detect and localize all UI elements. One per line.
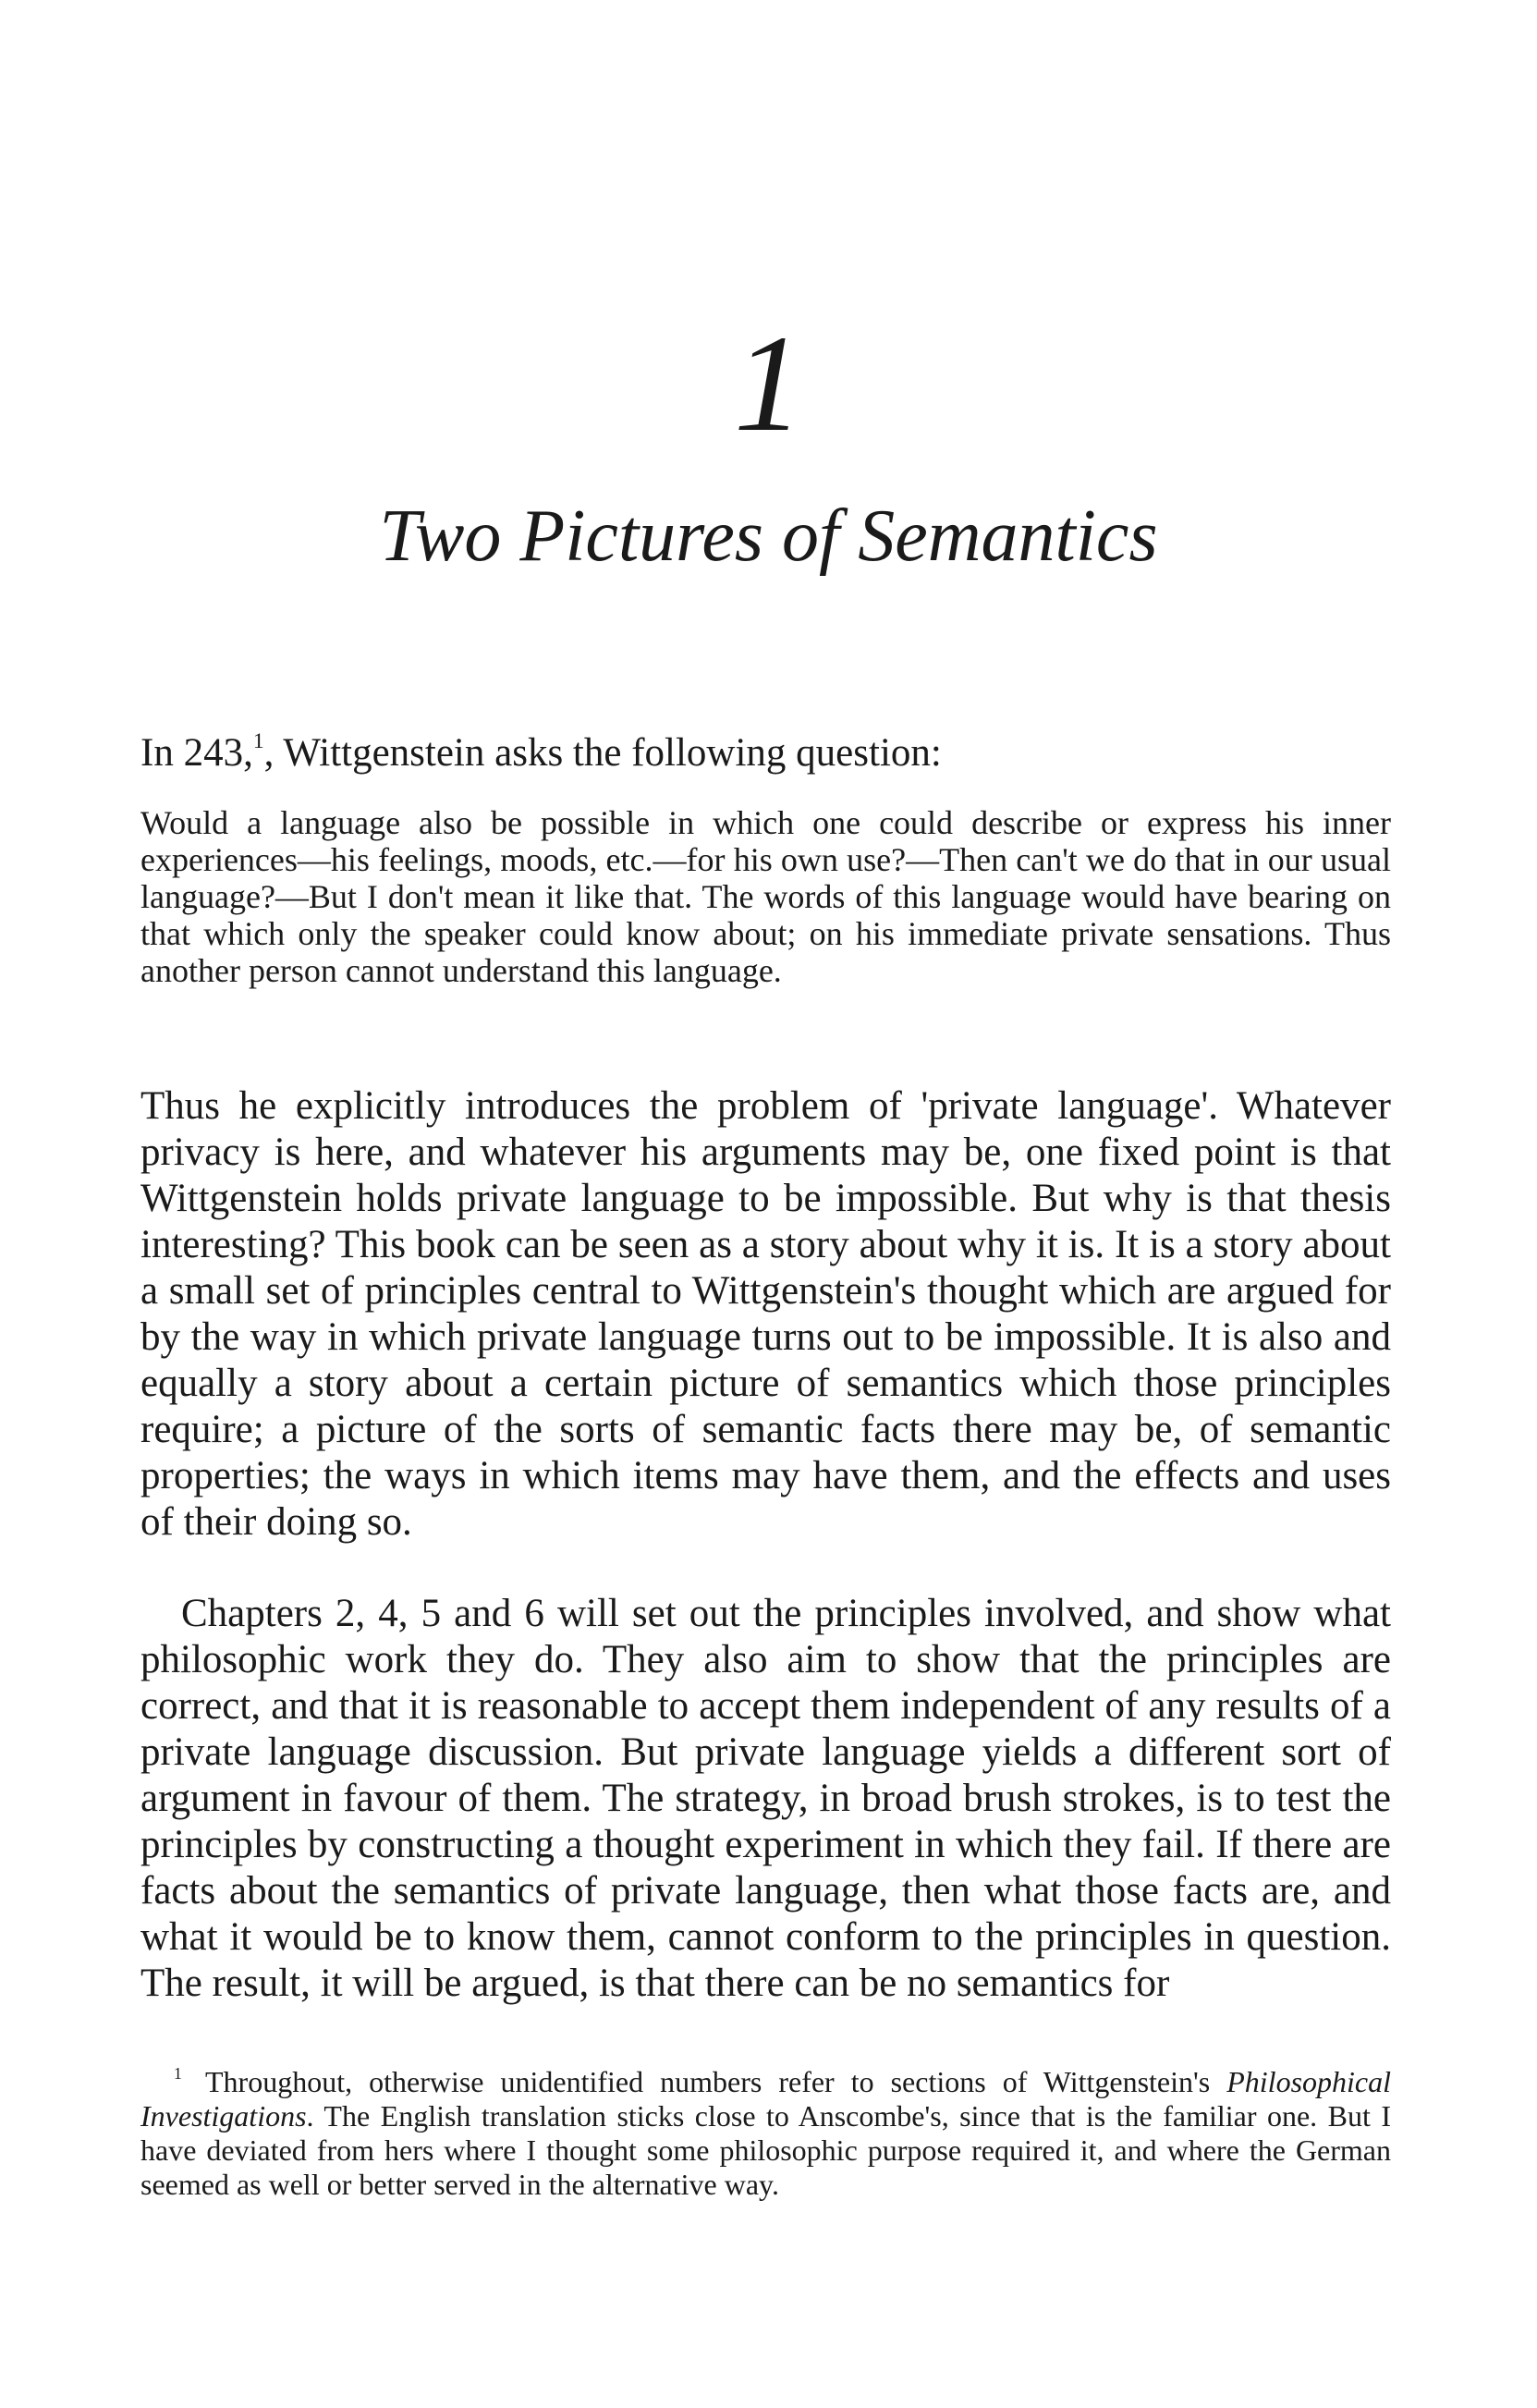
footnote-text-after: . The English translation sticks close to Anscombe's, since that is the familiar one. But I have deviated from hers where I thought some philosophic purpose required it, and where the German seemed as well or better served in the alternative way. [140,2099,1391,2201]
footnote-reference: 1 [252,729,264,754]
chapter-number: 1 [734,307,803,460]
chapter-title: Two Pictures of Semantics [379,495,1158,577]
intro-text-after: , Wittgenstein asks the following question: [263,731,942,775]
intro-line [140,730,1391,776]
body-paragraph: Thus he explicitly introduces the problem of 'private language'. Whatever privacy is here, and whatever his arguments may be, one fixed point is that Wittgenstein holds private language to be impossible. But why is that thesis interesting? This book can be seen as a story about why it is. It is a story about a small set of principles central to Wittgenstein's thought which are argued for by the way in which private language turns out to be impossible. It is also and equally a story about a certain picture of semantics which those principles require; a picture of the sorts of semantic facts there may be, of semantic properties; the ways in which items may have them, and the effects and uses of their doing so. [140,1084,1391,1544]
block-quote: Would a language also be possible in which one could describe or express his inner experiences—his feelings, moods, etc.—for his own use?—Then can't we do that in our usual language?—But I don't mean it like that. The words of this language would have bearing on that which only the speaker could know about; on his immediate private sensations. Thus another person cannot understand this language. [140,804,1391,989]
footnote: $^1$ Throughout, otherwise unidentified numbers refer to sections of Wittgenstein's Philosophical Investigations. The English translation sticks close to Anscombe's, since that is the familiar one. But I have deviated from hers where I thought some philosophic purpose required it, and where the German seemed as well or better served in the alternative way. [140,2063,1391,2201]
intro-text-before: In 243, [140,731,253,775]
footnote-text-before: Throughout, otherwise unidentified numbers refer to sections of Wittgenstein's [205,2065,1227,2098]
body-paragraph: Chapters 2, 4, 5 and 6 will set out the principles involved, and show what philosophic work they do. They also aim to show that the principles are correct, and that it is reasonable to accept them independent of any results of a private language discussion. But private language yields a different sort of argument in favour of them. The strategy, in broad brush strokes, is to test the principles by constructing a thought experiment in which they fail. If there are facts about the semantics of private language, then what those facts are, and what it would be to know them, cannot conform to the principles in question. The result, it will be argued, is that there can be no semantics for [140,1592,1391,2005]
footnote-book-title: Philosophical Investigations [140,2065,1391,2133]
